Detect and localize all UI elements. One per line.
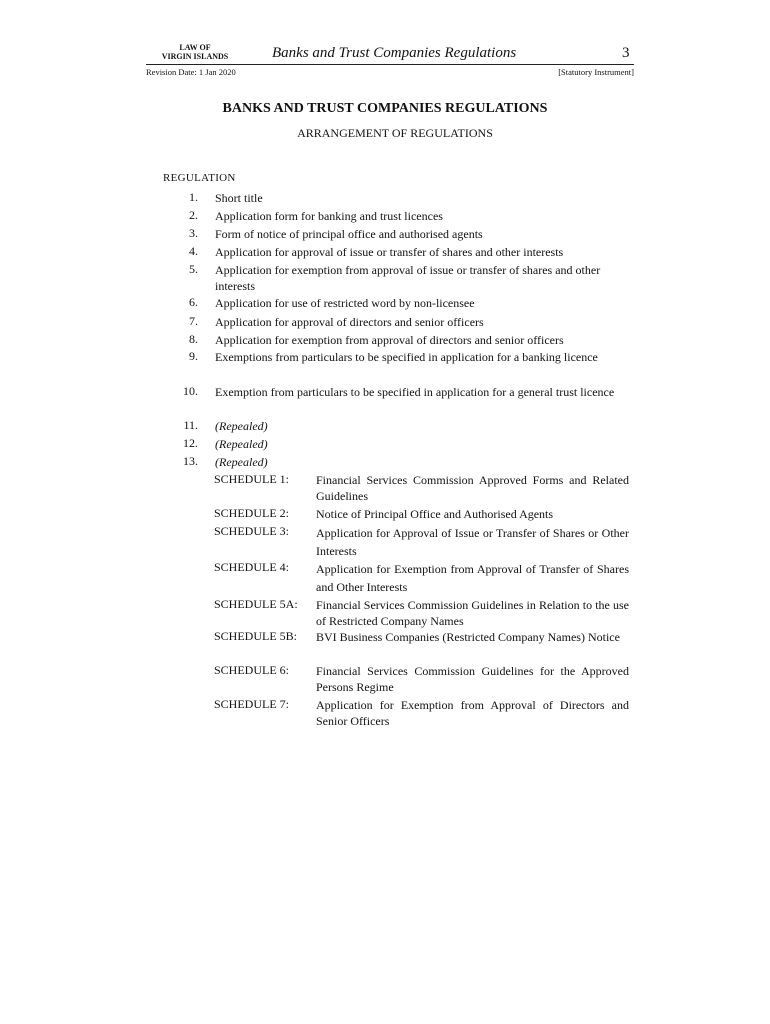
schedule-label: SCHEDULE 6: [214,663,289,677]
header-rule [146,64,634,65]
regulation-text: (Repealed) [215,419,268,433]
schedule-text: Application for Approval of Issue or Transfer of Shares or Other Interests [316,526,629,558]
schedule-text: Financial Services Commission Approved Forms and Related Guidelines [316,473,629,503]
regulation-text: Exemption from particulars to be specified in application for a general trust licence [215,385,615,399]
regulation-text: Application for approval of issue or transfer of shares and other interests [215,245,564,259]
law-line-2: VIRGIN ISLANDS [161,52,229,61]
regulation-number: 6. [189,295,198,309]
schedule-text: Notice of Principal Office and Authorised Agents [316,507,554,521]
schedule-text: Application for Exemption from Approval of Transfer of Shares and Other Interests [316,562,629,594]
schedule-label: SCHEDULE 5A: [214,597,298,611]
regulation-text: (Repealed) [215,455,268,469]
regulation-text: Application for exemption from approval of directors and senior officers [215,333,564,347]
regulation-text: (Repealed) [215,437,268,451]
regulation-number: 9. [189,349,198,363]
schedule-text: Application for Exemption from Approval of Directors and Senior Officers [316,698,629,728]
regulation-text: Application for use of restricted word by non-licensee [215,296,475,310]
regulation-text: Application for exemption from approval of issue or transfer of shares and other interests [215,263,601,293]
regulation-number: 10. [183,384,198,398]
schedule-label: SCHEDULE 2: [214,506,289,520]
regulation-number: 13. [183,454,198,468]
schedule-label: SCHEDULE 1: [214,472,289,486]
schedule-text: Financial Services Commission Guidelines for the Approved Persons Regime [316,664,629,694]
schedule-label: SCHEDULE 5B: [214,629,298,643]
regulation-number: 4. [189,244,198,258]
regulation-text: Application for approval of directors and senior officers [215,315,484,329]
schedule-text: BVI Business Companies (Restricted Company Names) Notice [316,630,620,644]
regulation-number: 7. [189,314,198,328]
revision-date: Revision Date: 1 Jan 2020 [146,67,236,77]
regulation-number: 1. [189,190,198,204]
law-of-virgin-islands-label [158,43,232,61]
regulation-number: 2. [189,208,198,222]
law-line-1: LAW OF [179,43,211,52]
regulation-text: Application form for banking and trust licences [215,209,443,223]
schedule-label: SCHEDULE 7: [214,697,289,711]
schedule-label: SCHEDULE 4: [214,560,289,574]
document-title: BANKS AND TRUST COMPANIES REGULATIONS [222,101,548,116]
regulation-text: Exemptions from particulars to be specified in application for a banking licence [215,350,598,364]
regulation-text: Short title [215,191,263,205]
page-number: 3 [622,45,630,61]
regulation-number: 5. [189,262,198,276]
regulation-number: 3. [189,226,198,240]
regulation-column-heading: REGULATION [163,172,236,184]
running-title: Banks and Trust Companies Regulations [272,45,517,61]
regulation-number: 8. [189,332,198,346]
regulation-text: Form of notice of principal office and authorised agents [215,227,483,241]
document-subtitle: ARRANGEMENT OF REGULATIONS [297,126,493,140]
instrument-type: [Statutory Instrument] [558,67,634,77]
regulation-number: 12. [183,436,198,450]
schedule-label: SCHEDULE 3: [214,524,289,538]
schedule-text: Financial Services Commission Guidelines in Relation to the use of Restricted Company Names [316,598,629,628]
regulation-number: 11. [183,418,198,432]
